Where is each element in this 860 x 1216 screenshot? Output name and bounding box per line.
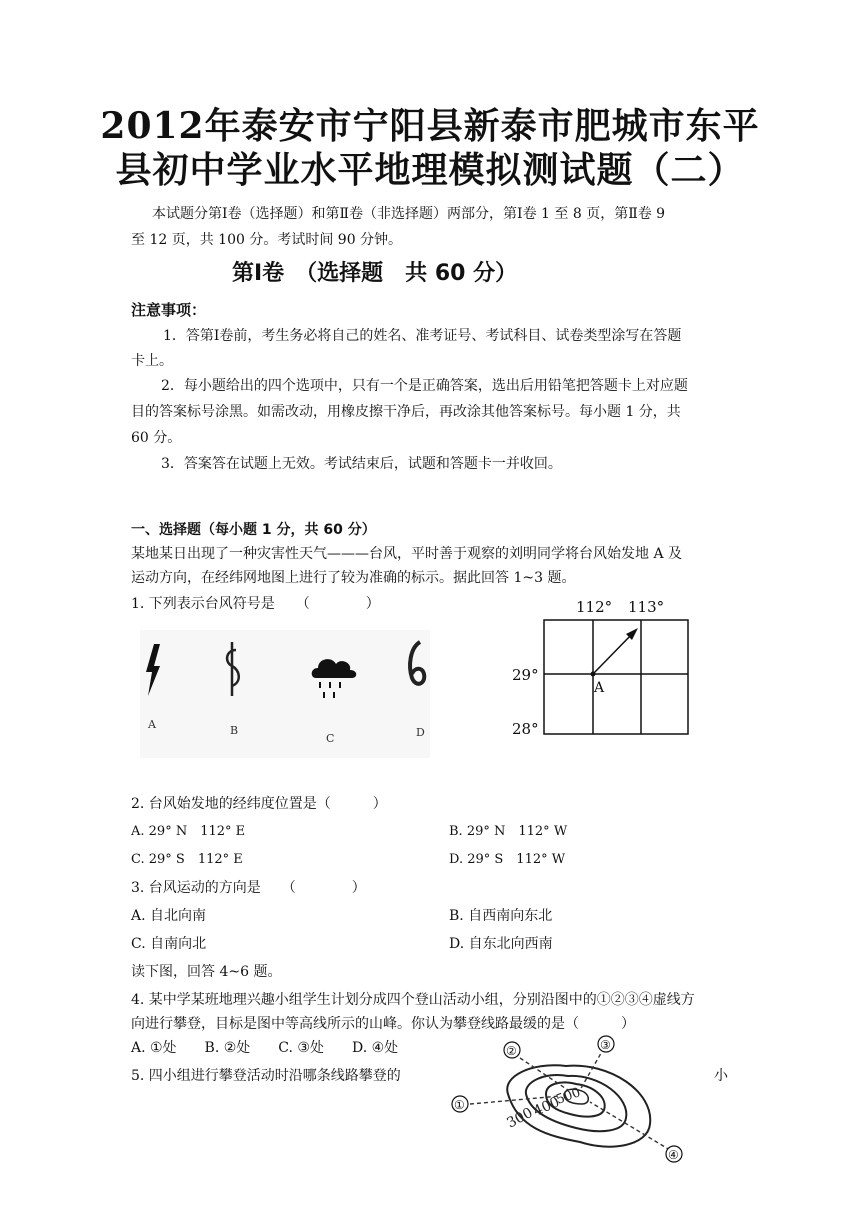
grid-lines [544, 620, 688, 734]
route-marker-3 [598, 1036, 614, 1052]
contour-lines [507, 1065, 650, 1146]
intro-line2: 至 12 页，共 100 分。考试时间 90 分钟。 [131, 232, 403, 248]
route-marker-1 [452, 1096, 468, 1112]
lon-label-112: 112° [576, 598, 613, 616]
part1-heading: 一、选择题（每小题 1 分，共 60 分） [131, 522, 376, 538]
route-marker-2 [504, 1042, 520, 1058]
q3-option-a: A. 自北向南 [131, 908, 207, 924]
typhoon-direction-arrow-icon [591, 628, 639, 677]
q3-option-b: B. 自西南向东北 [449, 908, 553, 924]
question-1: 1. 下列表示台风符号是 （ ） [131, 596, 380, 612]
lat-label-28: 28° [512, 720, 539, 738]
latlon-grid-figure [510, 594, 700, 744]
route-label-3: ③ [600, 1038, 611, 1052]
contour-map-figure [440, 1032, 690, 1172]
route-label-2: ② [506, 1044, 517, 1058]
route-marker-4 [666, 1146, 682, 1162]
elevation-400: 400 [531, 1094, 563, 1120]
intro-line1: 本试题分第Ⅰ卷（选择题）和第Ⅱ卷（非选择题）两部分，第Ⅰ卷 1 至 8 页，第Ⅱ卷 9 [152, 206, 666, 222]
figure-background [140, 630, 430, 758]
lat-label-29: 29° [512, 666, 539, 684]
symbol-label-c: C [326, 732, 335, 745]
elevation-500: 500 [554, 1085, 583, 1108]
notice-item2-line1: 2．每小题给出的四个选项中，只有一个是正确答案，选出后用铅笔把答题卡上对应题 [161, 378, 688, 394]
q2-option-c: C. 29° S 112° E [131, 852, 243, 867]
elevation-300: 300 [504, 1104, 536, 1132]
q3-option-c: C. 自南向北 [131, 936, 207, 952]
question-5-left: 5. 四小组进行攀登活动时沿哪条线路攀登的 [131, 1068, 401, 1084]
question-5-right: 小 [714, 1068, 728, 1084]
notice-item1-line2: 卡上。 [131, 353, 173, 369]
lon-label-113: 113° [628, 598, 665, 616]
section-title: 第Ⅰ卷 （选择题 共 60 分） [232, 261, 518, 286]
read-map-instruction: 读下图，回答 4~6 题。 [131, 964, 282, 980]
point-a-label: A [594, 680, 605, 696]
stem-line1: 某地某日出现了一种灾害性天气———台风，平时善于观察的刘明同学将台风始发地 A 及 [131, 546, 683, 562]
symbol-label-b: B [230, 724, 239, 737]
q3-option-d: D. 自东北向西南 [449, 936, 553, 952]
question-4-line1: 4. 某中学某班地理兴趣小组学生计划分成四个登山活动小组，分别沿图中的①②③④虚线方 [131, 992, 695, 1008]
question-3: 3. 台风运动的方向是 （ ） [131, 880, 366, 896]
route-label-4: ④ [668, 1148, 679, 1162]
notice-item1-line1: 1．答第Ⅰ卷前，考生务必将自己的姓名、准考证号、考试科目、试卷类型涂写在答题 [163, 328, 682, 344]
symbol-label-a: A [148, 718, 156, 731]
q2-option-b: B. 29° N 112° W [449, 824, 568, 839]
paper-title-line2: 县初中学业水平地理模拟测试题（二） [115, 149, 745, 191]
stem-line2: 运动方向，在经纬网地图上进行了较为准确的标示。据此回答 1~3 题。 [131, 570, 576, 586]
notice-item2-line3: 60 分。 [131, 430, 182, 446]
notice-item2-line2: 目的答案标号涂黑。如需改动，用橡皮擦干净后，再改涂其他答案标号。每小题 1 分，共 [131, 404, 681, 420]
question-2: 2. 台风始发地的经纬度位置是（ ） [131, 796, 387, 812]
q2-option-d: D. 29° S 112° W [449, 852, 566, 867]
paper-title-line1: 2012年泰安市宁阳县新泰市肥城市东平 [100, 105, 760, 147]
question-4-line2: 向进行攀登，目标是图中等高线所示的山峰。你认为攀登线路最缓的是（ ） [131, 1016, 635, 1032]
q4-options: A. ①处 B. ②处 C. ③处 D. ④处 [131, 1040, 399, 1056]
notice-item3: 3．答案答在试题上无效。考试结束后，试题和答题卡一并收回。 [161, 456, 562, 472]
symbol-label-d: D [416, 726, 425, 739]
q2-option-a: A. 29° N 112° E [131, 824, 246, 839]
weather-symbols-figure [140, 630, 430, 758]
route-label-1: ① [454, 1098, 465, 1112]
notice-heading: 注意事项： [131, 301, 207, 319]
